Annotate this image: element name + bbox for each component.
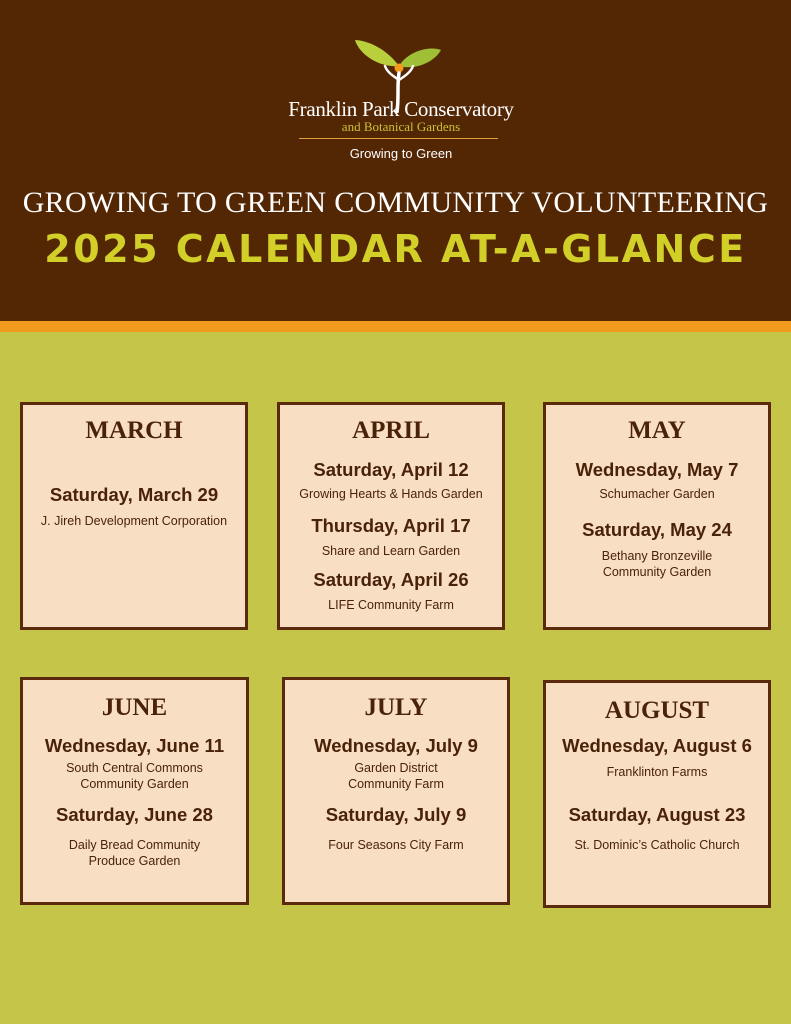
event-venue: Franklinton Farms bbox=[606, 765, 708, 779]
venue-line: South Central Commons bbox=[66, 761, 203, 775]
venue-line: Community Garden bbox=[602, 565, 712, 579]
month-card-june bbox=[20, 677, 249, 905]
event-date: Wednesday, July 9 bbox=[314, 735, 478, 756]
event-date: Saturday, August 23 bbox=[568, 804, 746, 825]
venue-line: Community Farm bbox=[348, 777, 444, 791]
event-date: Saturday, May 24 bbox=[582, 519, 732, 540]
organization-name: Franklin Park Conservatory bbox=[288, 97, 514, 121]
event-venue: Schumacher Garden bbox=[599, 487, 715, 501]
page-subtitle: 2025 CALENDAR AT-A-GLANCE bbox=[44, 227, 747, 271]
event-venue bbox=[546, 548, 768, 580]
month-name: JUNE bbox=[101, 694, 168, 721]
month-name: JULY bbox=[364, 694, 428, 721]
event-date: Saturday, April 12 bbox=[313, 459, 469, 480]
month-card-april bbox=[277, 402, 505, 630]
event-date: Saturday, June 28 bbox=[56, 804, 213, 825]
event-venue: Share and Learn Garden bbox=[321, 544, 461, 558]
event-date: Wednesday, May 7 bbox=[575, 459, 739, 480]
event-date: Thursday, April 17 bbox=[311, 515, 471, 536]
venue-line: Bethany Bronzeville bbox=[601, 549, 713, 563]
event-venue: J. Jireh Development Corporation bbox=[40, 514, 228, 528]
organization-tagline: Growing to Green bbox=[349, 146, 453, 161]
organization-subname: and Botanical Gardens bbox=[341, 119, 461, 134]
event-venue: Growing Hearts & Hands Garden bbox=[299, 487, 483, 501]
event-venue bbox=[285, 760, 507, 792]
event-date: Saturday, March 29 bbox=[49, 484, 219, 505]
event-date: Saturday, July 9 bbox=[325, 804, 467, 825]
logo-divider bbox=[299, 138, 498, 139]
venue-line: Garden District bbox=[354, 761, 438, 775]
month-card-july bbox=[282, 677, 510, 905]
month-name: MAY bbox=[628, 417, 686, 444]
event-venue: LIFE Community Farm bbox=[328, 598, 454, 612]
month-name: AUGUST bbox=[604, 697, 710, 724]
event-date: Saturday, April 26 bbox=[313, 569, 469, 590]
event-venue bbox=[23, 760, 246, 792]
orange-stripe bbox=[0, 321, 791, 332]
page-title: GROWING TO GREEN COMMUNITY VOLUNTEERING bbox=[22, 186, 769, 219]
month-name: MARCH bbox=[85, 417, 183, 444]
month-card-may bbox=[543, 402, 771, 630]
venue-line: Community Garden bbox=[80, 777, 189, 791]
event-venue: Four Seasons City Farm bbox=[328, 838, 464, 852]
month-card-august bbox=[543, 680, 771, 908]
month-name: APRIL bbox=[352, 417, 430, 444]
month-card-march bbox=[20, 402, 248, 630]
venue-line: Daily Bread Community bbox=[68, 838, 201, 852]
event-date: Wednesday, August 6 bbox=[562, 735, 752, 756]
event-date: Wednesday, June 11 bbox=[44, 735, 225, 756]
venue-line: Produce Garden bbox=[88, 854, 181, 868]
event-venue: St. Dominic’s Catholic Church bbox=[574, 838, 740, 852]
event-venue bbox=[23, 837, 246, 869]
